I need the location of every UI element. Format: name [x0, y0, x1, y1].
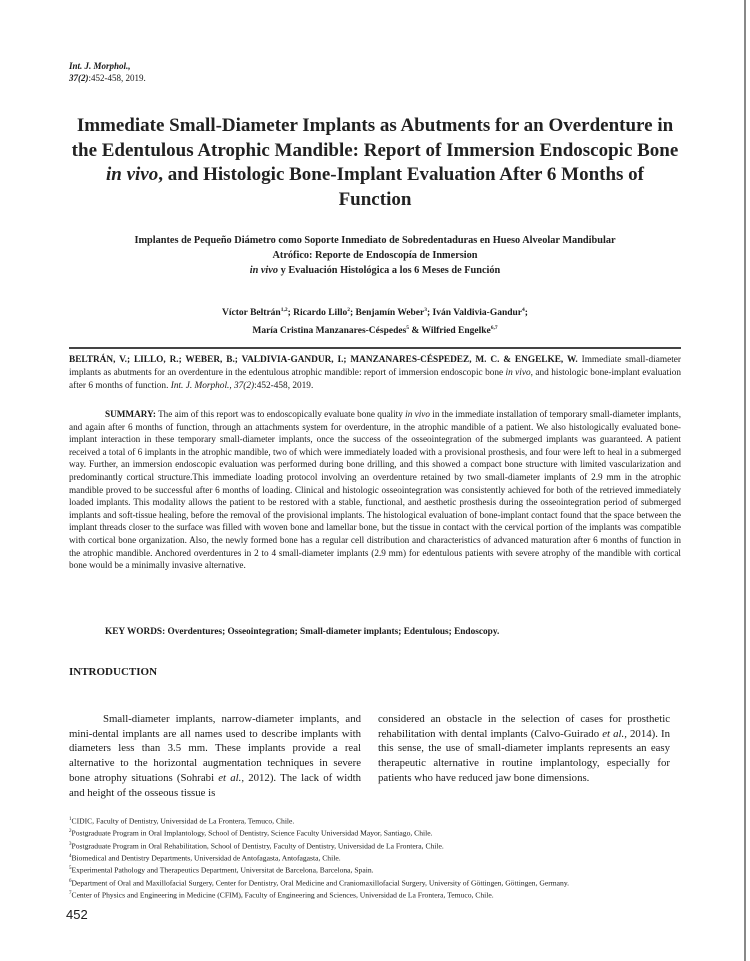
citation-text-a: Immediate small-diameter implants as abutments for an overdenture in the edentulous atrophic mandible: report of immersion endoscopic bone	[69, 355, 681, 378]
author-name: Wilfried Engelke	[421, 326, 491, 337]
intro-right-et-al: et al.,	[602, 727, 627, 740]
footnote-text: Biomedical and Dentistry Departments, Universidad de Antofagasta, Antofagasta, Chile.	[71, 853, 341, 863]
author-affiliation: 3	[424, 307, 427, 313]
footnote-marker: 4	[69, 853, 72, 859]
article-title: Immediate Small-Diameter Implants as Abutments for an Overdenture in the Edentulous Atrophic Mandible: Report of Immersion Endoscopic Bone in vivo, and Histologic Bone-Implant Evaluation After 6 Months of Function	[71, 115, 679, 210]
page-edge	[744, 0, 746, 961]
page-number: 452	[66, 907, 88, 922]
intro-left-column	[69, 712, 361, 800]
section-heading-introduction: INTRODUCTION	[69, 666, 158, 678]
journal-reference	[69, 60, 146, 84]
author-name: Benjamín Weber	[355, 308, 425, 319]
footnote-marker: 1	[69, 817, 72, 822]
footnote-text: Postgraduate Program in Oral Rehabilitation, School of Dentistry, Faculty of Dentistry, Universidad de La Frontera, Chile.	[71, 841, 444, 851]
footnote-item	[69, 840, 709, 852]
intro-right-column	[378, 712, 670, 786]
summary-abstract	[69, 408, 681, 572]
journal-pages-year: :452-458, 2019.	[88, 73, 146, 83]
footnote-text: CIDIC, Faculty of Dentistry, Universidad de La Frontera, Temuco, Chile.	[71, 816, 295, 826]
journal-volume-issue: 37(2)	[69, 73, 89, 83]
author-affiliation: 6,7	[490, 325, 498, 332]
citation-text-b: , and histologic bone-implant evaluation after 6 months of function.	[69, 367, 681, 391]
footnote-text: Department of Oral and Maxillofacial Surgery, Center for Dentistry, Oral Medicine and Craniomaxillofacial Surgery, University of Göttingen, Göttingen, Germany.	[71, 878, 570, 888]
author-list: Víctor Beltrán$^{1,2}$; Ricardo Lillo$^2$; Benjamín Weber$^3$; Iván Valdivia-Gandur$^4$; María Cristina Manzanares-Céspedes$^5$ & Wilfried Engelke$^{6,7}$	[222, 307, 528, 337]
author-affiliation: 5	[406, 325, 410, 332]
intro-left-text-a: Small-diameter implants, narrow-diameter implants, and mini-dental implants are all names used to describe implants with diameters less than 3.5 mm. These implants provide a real alternative to the horizontal augmentation techniques in severe bone atrophy situations (Sohrabi	[69, 713, 361, 784]
header-divider	[69, 347, 681, 349]
author-name: Víctor Beltrán	[222, 308, 281, 319]
intro-right-text-b: 2014). In this sense, the use of small-diameter implants represents an easy therapeutic alternative in routine implantology, especially for patients who have reduced jaw bone dimensions.	[378, 727, 670, 784]
summary-label: SUMMARY:	[105, 409, 156, 419]
spanish-subtitle	[120, 233, 630, 278]
citation-block	[69, 354, 681, 392]
author-affiliation: 4	[522, 307, 525, 313]
footnote-item	[69, 889, 709, 901]
citation-in-vivo: in vivo	[505, 367, 531, 378]
footnote-marker: 7	[69, 890, 72, 896]
footnote-text: Center of Physics and Engineering in Medicine (CFIM), Faculty of Engineering and Sciences, Universidad de La Frontera, Temuco, Chile.	[71, 890, 494, 900]
footnote-item	[69, 864, 709, 876]
summary-in-vivo: in vivo	[405, 409, 430, 419]
citation-pages: :452-458, 2019.	[254, 380, 314, 391]
author-name: Ricardo Lillo	[293, 308, 348, 319]
footnote-text: Experimental Pathology and Therapeutics Department, Universitat de Barcelona, Barcelona, Spain.	[71, 865, 374, 875]
footnote-item	[69, 827, 709, 839]
footnote-text: Postgraduate Program in Oral Implantology, School of Dentistry, Science Faculty Universidad Mayor, Santiago, Chile.	[71, 828, 433, 838]
journal-volume-line	[69, 72, 146, 84]
footnote-item	[69, 815, 709, 827]
journal-name: Int. J. Morphol.,	[69, 61, 131, 71]
summary-text-2: in the immediate installation of temporary small-diameter implants, and again after 6 months of function, through an attachments system for overdenture, in the atrophic mandible of a patient. We also histologically evaluated bone-implant interaction in these temporary small-diameter implants, once the success of the osseointegration of the submerged implants was guaranteed. A patient received a total of 6 implants in the atrophic mandible, two of which were immediately loaded with a provisional prosthesis, and four were left to heal in a submerged way. Further, an immersion endoscopic evaluation was performed during bone drilling, and this showed a compact bone structure with limited vascularization and predominantly cortical structure.This immediate loading protocol involving an overdenture retained by two small-diameter implants of 2.9 mm in the atrophic mandible proved to be successful after 6 months of loading. Clinical and histologic osseointegration was consistently achieved for both of the retrieved immediately loaded implants. This modality allows the patient to be restored with a stable, functional, and aesthetic prosthesis during the osseointegration period of submerged implants and soft-tissue healing, before the removal of the provisional implants. The histological evaluation of bone-implant contact found that the space between the implant threads closer to the surface was filled with woven bone and lamellar bone, but the tissue in contact with the cervical portion of the implants was compatible with cortical bone organization. Also, the newly formed bone has a regular cell distribution and characteristics of advanced maturation after 6 months of function in the atrophic mandible. Anchored overdentures in 2 to 4 small-diameter implants (2.9 mm) for edentulous patients with severe atrophy of the mandible with cortical bone would be a minimally invasive alternative.	[69, 409, 682, 571]
footnote-marker: 3	[69, 841, 72, 847]
author-name: María Cristina Manzanares-Céspedes	[252, 326, 407, 337]
subtitle-line2: y Evaluación Histológica a los 6 Meses de Función	[280, 265, 501, 276]
author-affiliation: 2	[347, 307, 350, 313]
citation-journal: Int. J. Morphol., 37(2)	[170, 380, 255, 391]
keywords: KEY WORDS: Overdentures; Osseointegration; Small-diameter implants; Edentulous; Endoscopy.	[105, 627, 500, 637]
intro-right-text-a: considered an obstacle in the selection of cases for prosthetic rehabilitation with dental implants (Calvo-Guirado	[378, 713, 670, 740]
footnote-marker: 5	[69, 866, 72, 872]
intro-left-text-b: 2012). The lack of width and height of the osseous tissue is	[69, 771, 361, 799]
author-name: Iván Valdivia-Gandur	[432, 308, 523, 319]
subtitle-in-vivo: in vivo	[249, 265, 279, 276]
footnote-item	[69, 877, 709, 889]
subtitle-line1: Implantes de Pequeño Diámetro como Soporte Inmediato de Sobredentaduras en Hueso Alveolar Mandibular Atrófico: Reporte de Endoscopía de Inmersion	[134, 235, 616, 261]
citation-authors: BELTRÁN, V.; LILLO, R.; WEBER, B.; VALDIVIA-GANDUR, I.; MANZANARES-CÉSPEDEZ, M. C. & ENGELKE, W.	[69, 355, 578, 365]
footnote-item	[69, 852, 709, 864]
affiliation-footnotes	[69, 815, 709, 901]
summary-text-1: The aim of this report was to endoscopically evaluate bone quality	[158, 409, 403, 419]
footnote-marker: 2	[69, 829, 72, 835]
author-affiliation: 1,2	[280, 307, 288, 313]
intro-left-et-al: et al.,	[218, 771, 245, 784]
footnote-marker: 6	[69, 878, 72, 884]
